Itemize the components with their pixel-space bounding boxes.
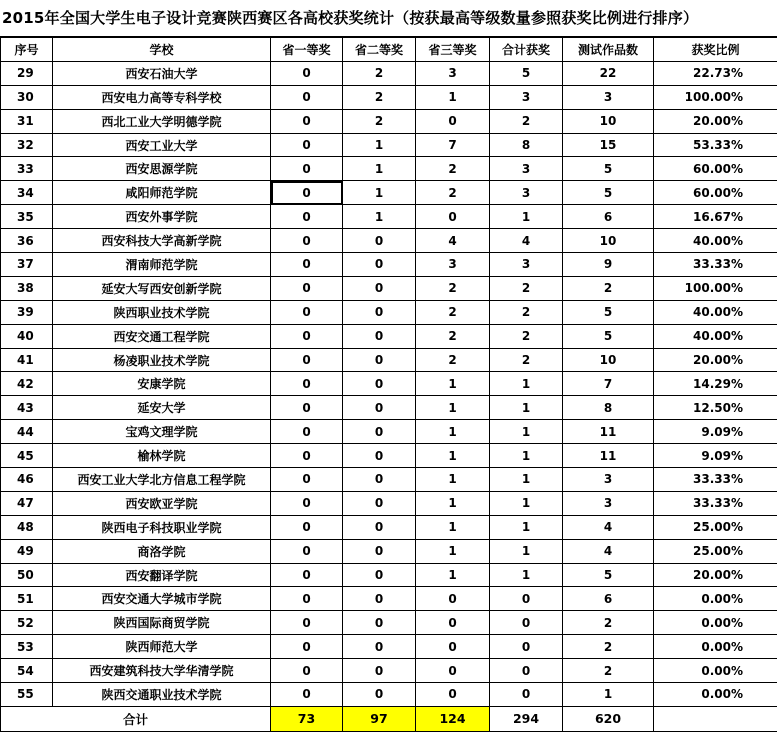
awards-table [0,37,777,732]
cell-third-prize[interactable]: 1 [416,372,490,396]
cell-first-prize[interactable]: 0 [271,300,343,324]
cell-total[interactable]: 2 [490,348,563,372]
cell-works[interactable]: 4 [563,515,654,539]
cell-works[interactable]: 4 [563,539,654,563]
cell-third-prize[interactable]: 2 [416,276,490,300]
table-row[interactable] [1,587,777,611]
table-row[interactable] [1,133,777,157]
table-row[interactable] [1,491,777,515]
cell-school[interactable]: 榆林学院 [53,444,271,468]
cell-second-prize[interactable]: 0 [343,444,416,468]
cell-seq[interactable]: 55 [1,683,53,707]
cell-ratio[interactable]: 16.67% [654,205,777,229]
table-row[interactable] [1,109,777,133]
cell-works[interactable]: 2 [563,659,654,683]
cell-total[interactable]: 1 [490,539,563,563]
cell-total[interactable]: 3 [490,85,563,109]
cell-first-prize[interactable]: 0 [271,253,343,277]
cell-school[interactable]: 陕西师范大学 [53,635,271,659]
cell-third-prize[interactable]: 3 [416,253,490,277]
cell-school[interactable]: 西安思源学院 [53,157,271,181]
cell-ratio[interactable]: 0.00% [654,659,777,683]
cell-second-prize[interactable]: 0 [343,635,416,659]
cell-school[interactable]: 咸阳师范学院 [53,181,271,205]
cell-second-prize[interactable]: 1 [343,133,416,157]
cell-seq[interactable]: 29 [1,61,53,85]
cell-third-prize[interactable]: 2 [416,324,490,348]
cell-school[interactable]: 西安欧亚学院 [53,491,271,515]
cell-school[interactable]: 西安翻译学院 [53,563,271,587]
cell-second-prize[interactable]: 0 [343,515,416,539]
cell-first-prize[interactable]: 0 [271,659,343,683]
cell-seq[interactable]: 45 [1,444,53,468]
cell-seq[interactable]: 51 [1,587,53,611]
cell-second-prize[interactable]: 1 [343,205,416,229]
cell-first-prize[interactable]: 0 [271,348,343,372]
cell-third-prize[interactable]: 4 [416,229,490,253]
cell-works[interactable]: 6 [563,587,654,611]
totals-label[interactable]: 合计 [1,706,271,731]
cell-school[interactable]: 渭南师范学院 [53,253,271,277]
cell-first-prize[interactable]: 0 [271,468,343,492]
table-row[interactable] [1,300,777,324]
cell-third-prize[interactable]: 2 [416,300,490,324]
cell-total[interactable]: 1 [490,563,563,587]
cell-total[interactable]: 0 [490,611,563,635]
cell-works[interactable]: 10 [563,229,654,253]
cell-first-prize[interactable]: 0 [271,276,343,300]
cell-third-prize[interactable]: 2 [416,348,490,372]
cell-school[interactable]: 西安外事学院 [53,205,271,229]
cell-third-prize[interactable]: 0 [416,611,490,635]
cell-total[interactable]: 1 [490,491,563,515]
cell-seq[interactable]: 53 [1,635,53,659]
cell-school[interactable]: 西安建筑科技大学华清学院 [53,659,271,683]
cell-third-prize[interactable]: 0 [416,659,490,683]
cell-seq[interactable]: 41 [1,348,53,372]
cell-seq[interactable]: 49 [1,539,53,563]
cell-seq[interactable]: 50 [1,563,53,587]
cell-ratio[interactable]: 0.00% [654,683,777,707]
cell-first-prize[interactable]: 0 [271,611,343,635]
cell-ratio[interactable]: 100.00% [654,276,777,300]
cell-total[interactable]: 8 [490,133,563,157]
cell-total[interactable]: 1 [490,468,563,492]
cell-first-prize[interactable]: 0 [271,396,343,420]
table-row[interactable] [1,205,777,229]
cell-school[interactable]: 西安科技大学高新学院 [53,229,271,253]
cell-third-prize[interactable]: 1 [416,396,490,420]
cell-seq[interactable]: 31 [1,109,53,133]
table-row[interactable] [1,348,777,372]
cell-ratio[interactable]: 33.33% [654,491,777,515]
cell-seq[interactable]: 40 [1,324,53,348]
cell-second-prize[interactable]: 0 [343,539,416,563]
cell-ratio[interactable]: 20.00% [654,109,777,133]
cell-first-prize[interactable]: 0 [271,61,343,85]
cell-seq[interactable]: 44 [1,420,53,444]
cell-third-prize[interactable]: 1 [416,515,490,539]
cell-second-prize[interactable]: 2 [343,85,416,109]
totals-ratio[interactable] [654,706,777,731]
table-row[interactable] [1,324,777,348]
cell-second-prize[interactable]: 0 [343,229,416,253]
table-row[interactable] [1,611,777,635]
cell-third-prize[interactable]: 7 [416,133,490,157]
cell-second-prize[interactable]: 0 [343,468,416,492]
cell-seq[interactable]: 42 [1,372,53,396]
table-row[interactable] [1,539,777,563]
cell-total[interactable]: 2 [490,276,563,300]
cell-school[interactable]: 西安交通大学城市学院 [53,587,271,611]
cell-third-prize[interactable]: 0 [416,683,490,707]
cell-third-prize[interactable]: 0 [416,109,490,133]
cell-works[interactable]: 5 [563,324,654,348]
table-row[interactable] [1,468,777,492]
cell-third-prize[interactable]: 0 [416,587,490,611]
cell-first-prize[interactable]: 0 [271,587,343,611]
table-row[interactable] [1,683,777,707]
cell-second-prize[interactable]: 0 [343,659,416,683]
cell-ratio[interactable]: 40.00% [654,300,777,324]
cell-total[interactable]: 2 [490,300,563,324]
totals-second-prize[interactable]: 97 [343,706,416,731]
cell-works[interactable]: 3 [563,85,654,109]
cell-school[interactable]: 商洛学院 [53,539,271,563]
cell-total[interactable]: 2 [490,109,563,133]
cell-third-prize[interactable]: 0 [416,635,490,659]
cell-ratio[interactable]: 53.33% [654,133,777,157]
cell-third-prize[interactable]: 1 [416,563,490,587]
table-row[interactable] [1,420,777,444]
cell-total[interactable]: 1 [490,372,563,396]
cell-ratio[interactable]: 0.00% [654,587,777,611]
cell-first-prize[interactable]: 0 [271,324,343,348]
cell-school[interactable]: 西安交通工程学院 [53,324,271,348]
cell-second-prize[interactable]: 1 [343,181,416,205]
cell-works[interactable]: 2 [563,635,654,659]
cell-second-prize[interactable]: 0 [343,396,416,420]
cell-ratio[interactable]: 40.00% [654,229,777,253]
header-row [1,38,777,62]
cell-first-prize[interactable]: 0 [271,181,343,205]
header-third-prize[interactable]: 省三等奖 [416,38,490,62]
cell-works[interactable]: 8 [563,396,654,420]
cell-first-prize[interactable]: 0 [271,109,343,133]
cell-school[interactable]: 延安大学 [53,396,271,420]
cell-works[interactable]: 5 [563,300,654,324]
cell-first-prize[interactable]: 0 [271,515,343,539]
cell-works[interactable]: 5 [563,157,654,181]
cell-seq[interactable]: 30 [1,85,53,109]
cell-total[interactable]: 1 [490,444,563,468]
cell-first-prize[interactable]: 0 [271,85,343,109]
cell-works[interactable]: 6 [563,205,654,229]
cell-total[interactable]: 0 [490,659,563,683]
table-row[interactable] [1,229,777,253]
cell-ratio[interactable]: 14.29% [654,372,777,396]
cell-second-prize[interactable]: 0 [343,420,416,444]
cell-ratio[interactable]: 20.00% [654,348,777,372]
cell-ratio[interactable]: 20.00% [654,563,777,587]
cell-first-prize[interactable]: 0 [271,372,343,396]
cell-ratio[interactable]: 25.00% [654,515,777,539]
cell-second-prize[interactable]: 0 [343,253,416,277]
cell-seq[interactable]: 46 [1,468,53,492]
cell-total[interactable]: 1 [490,396,563,420]
cell-seq[interactable]: 37 [1,253,53,277]
cell-third-prize[interactable]: 1 [416,420,490,444]
cell-works[interactable]: 2 [563,276,654,300]
table-row[interactable] [1,276,777,300]
cell-works[interactable]: 1 [563,683,654,707]
cell-school[interactable]: 安康学院 [53,372,271,396]
cell-first-prize[interactable]: 0 [271,444,343,468]
cell-school[interactable]: 宝鸡文理学院 [53,420,271,444]
cell-school[interactable]: 杨凌职业技术学院 [53,348,271,372]
cell-second-prize[interactable]: 0 [343,563,416,587]
cell-ratio[interactable]: 33.33% [654,253,777,277]
cell-ratio[interactable]: 0.00% [654,635,777,659]
cell-works[interactable]: 5 [563,563,654,587]
cell-second-prize[interactable]: 0 [343,348,416,372]
cell-total[interactable]: 5 [490,61,563,85]
cell-school[interactable]: 陕西职业技术学院 [53,300,271,324]
cell-first-prize[interactable]: 0 [271,563,343,587]
cell-works[interactable]: 3 [563,468,654,492]
cell-second-prize[interactable]: 0 [343,300,416,324]
cell-works[interactable]: 11 [563,444,654,468]
cell-total[interactable]: 3 [490,181,563,205]
cell-third-prize[interactable]: 0 [416,205,490,229]
cell-total[interactable]: 0 [490,587,563,611]
header-total[interactable]: 合计获奖 [490,38,563,62]
cell-works[interactable]: 10 [563,348,654,372]
table-row[interactable] [1,563,777,587]
table-row[interactable] [1,444,777,468]
cell-works[interactable]: 9 [563,253,654,277]
cell-second-prize[interactable]: 0 [343,611,416,635]
header-seq[interactable]: 序号 [1,38,53,62]
cell-total[interactable]: 3 [490,253,563,277]
cell-total[interactable]: 0 [490,635,563,659]
table-row[interactable] [1,372,777,396]
cell-school[interactable]: 西安电力高等专科学校 [53,85,271,109]
totals-all-awards[interactable]: 294 [490,706,563,731]
cell-school[interactable]: 陕西国际商贸学院 [53,611,271,635]
cell-third-prize[interactable]: 1 [416,468,490,492]
cell-first-prize[interactable]: 0 [271,205,343,229]
cell-ratio[interactable]: 40.00% [654,324,777,348]
cell-works[interactable]: 11 [563,420,654,444]
cell-total[interactable]: 3 [490,157,563,181]
table-row[interactable] [1,253,777,277]
cell-ratio[interactable]: 25.00% [654,539,777,563]
cell-total[interactable]: 2 [490,324,563,348]
cell-works[interactable]: 3 [563,491,654,515]
cell-second-prize[interactable]: 0 [343,491,416,515]
cell-school[interactable]: 延安大写西安创新学院 [53,276,271,300]
cell-ratio[interactable]: 9.09% [654,420,777,444]
table-row[interactable] [1,181,777,205]
table-row[interactable] [1,635,777,659]
cell-total[interactable]: 1 [490,420,563,444]
cell-second-prize[interactable]: 0 [343,276,416,300]
table-row[interactable] [1,659,777,683]
header-works[interactable]: 测试作品数 [563,38,654,62]
cell-total[interactable]: 4 [490,229,563,253]
cell-seq[interactable]: 54 [1,659,53,683]
cell-total[interactable]: 1 [490,515,563,539]
cell-seq[interactable]: 48 [1,515,53,539]
cell-second-prize[interactable]: 0 [343,683,416,707]
totals-first-prize[interactable]: 73 [271,706,343,731]
cell-ratio[interactable]: 60.00% [654,157,777,181]
cell-works[interactable]: 5 [563,181,654,205]
cell-first-prize[interactable]: 0 [271,157,343,181]
cell-second-prize[interactable]: 0 [343,324,416,348]
cell-seq[interactable]: 33 [1,157,53,181]
cell-total[interactable]: 1 [490,205,563,229]
cell-ratio[interactable]: 60.00% [654,181,777,205]
cell-total[interactable]: 0 [490,683,563,707]
cell-third-prize[interactable]: 2 [416,157,490,181]
cell-seq[interactable]: 47 [1,491,53,515]
cell-works[interactable]: 2 [563,611,654,635]
cell-seq[interactable]: 39 [1,300,53,324]
table-row[interactable] [1,396,777,420]
cell-seq[interactable]: 38 [1,276,53,300]
cell-first-prize[interactable]: 0 [271,539,343,563]
cell-seq[interactable]: 32 [1,133,53,157]
cell-ratio[interactable]: 33.33% [654,468,777,492]
cell-ratio[interactable]: 100.00% [654,85,777,109]
cell-first-prize[interactable]: 0 [271,133,343,157]
cell-ratio[interactable]: 12.50% [654,396,777,420]
cell-first-prize[interactable]: 0 [271,420,343,444]
cell-ratio[interactable]: 9.09% [654,444,777,468]
cell-third-prize[interactable]: 1 [416,85,490,109]
table-row[interactable] [1,61,777,85]
cell-first-prize[interactable]: 0 [271,491,343,515]
cell-seq[interactable]: 52 [1,611,53,635]
cell-third-prize[interactable]: 3 [416,61,490,85]
table-row[interactable] [1,85,777,109]
cell-works[interactable]: 10 [563,109,654,133]
header-second-prize[interactable]: 省二等奖 [343,38,416,62]
cell-third-prize[interactable]: 1 [416,491,490,515]
cell-school[interactable]: 西安工业大学北方信息工程学院 [53,468,271,492]
cell-second-prize[interactable]: 0 [343,372,416,396]
cell-seq[interactable]: 36 [1,229,53,253]
cell-first-prize[interactable]: 0 [271,683,343,707]
cell-seq[interactable]: 43 [1,396,53,420]
cell-second-prize[interactable]: 1 [343,157,416,181]
cell-second-prize[interactable]: 2 [343,109,416,133]
cell-second-prize[interactable]: 2 [343,61,416,85]
cell-school[interactable]: 陕西交通职业技术学院 [53,683,271,707]
totals-third-prize[interactable]: 124 [416,706,490,731]
totals-row[interactable] [1,706,777,731]
sheet-title: 2015年全国大学生电子设计竞赛陕西赛区各高校获奖统计（按获最高等级数量参照获奖比例进行排序） [0,0,777,37]
table-row[interactable] [1,515,777,539]
header-first-prize[interactable]: 省一等奖 [271,38,343,62]
cell-seq[interactable]: 35 [1,205,53,229]
cell-works[interactable]: 22 [563,61,654,85]
cell-school[interactable]: 西安石油大学 [53,61,271,85]
table-row[interactable] [1,157,777,181]
table-body [1,61,777,706]
cell-first-prize[interactable]: 0 [271,635,343,659]
cell-works[interactable]: 7 [563,372,654,396]
cell-third-prize[interactable]: 1 [416,444,490,468]
cell-first-prize[interactable]: 0 [271,229,343,253]
cell-third-prize[interactable]: 1 [416,539,490,563]
cell-second-prize[interactable]: 0 [343,587,416,611]
cell-works[interactable]: 15 [563,133,654,157]
header-ratio[interactable]: 获奖比例 [654,38,777,62]
cell-school[interactable]: 西安工业大学 [53,133,271,157]
cell-ratio[interactable]: 22.73% [654,61,777,85]
totals-works[interactable]: 620 [563,706,654,731]
cell-ratio[interactable]: 0.00% [654,611,777,635]
cell-seq[interactable]: 34 [1,181,53,205]
header-school[interactable]: 学校 [53,38,271,62]
cell-school[interactable]: 西北工业大学明德学院 [53,109,271,133]
cell-school[interactable]: 陕西电子科技职业学院 [53,515,271,539]
cell-third-prize[interactable]: 2 [416,181,490,205]
